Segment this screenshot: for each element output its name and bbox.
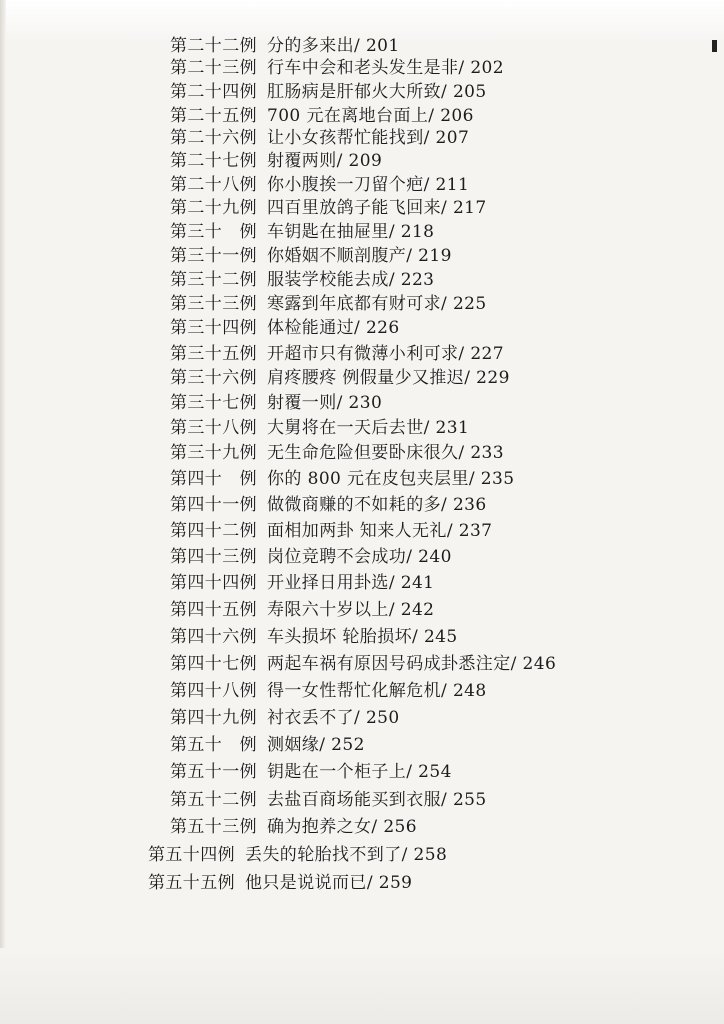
entry-title: 让小女孩帮忙能找到 (267, 128, 424, 148)
toc-entry (170, 600, 434, 620)
entry-title: 开业择日用卦选 (267, 573, 389, 593)
entry-page: 233 (470, 443, 504, 463)
entry-number: 第二十四例 (170, 82, 257, 102)
entry-page: 242 (400, 600, 435, 620)
toc-entry (170, 128, 469, 148)
entry-number: 第五十五例 (148, 873, 235, 893)
toc-entry (170, 318, 400, 338)
entry-number: 第三十七例 (170, 393, 257, 413)
toc-entry (170, 573, 434, 593)
entry-title: 测姻缘 (267, 735, 320, 755)
entry-number: 第三十四例 (170, 318, 257, 338)
entry-title: 行车中会和老头发生是非 (267, 58, 459, 78)
entry-separator: / (458, 443, 471, 463)
entry-number: 第三十六例 (170, 368, 257, 388)
toc-entry (170, 58, 504, 78)
toc-entry (170, 547, 452, 567)
toc-entry (170, 175, 469, 195)
entry-number: 第三十九例 (170, 443, 257, 463)
entry-separator: / (388, 270, 401, 290)
entry-separator: / (441, 681, 453, 701)
toc-entry (170, 82, 487, 102)
entry-title: 大舅将在一天后去世 (267, 418, 424, 438)
entry-separator: / (354, 708, 366, 728)
entry-page: 218 (400, 222, 435, 242)
entry-page: 231 (435, 418, 470, 438)
entry-number: 第四十八例 (170, 681, 257, 701)
entry-title: 车头损坏 轮胎损坏 (267, 627, 413, 647)
entry-page: 236 (452, 495, 487, 515)
entry-separator: / (441, 495, 453, 515)
entry-number: 第二十七例 (170, 151, 257, 171)
entry-separator: / (388, 573, 401, 593)
entry-page: 205 (452, 82, 487, 102)
entry-page: 211 (435, 175, 470, 195)
entry-separator: / (371, 817, 384, 837)
entry-page: 202 (470, 58, 504, 78)
entry-page: 225 (452, 294, 487, 314)
toc-entry (170, 151, 382, 171)
entry-page: 206 (440, 106, 474, 126)
entry-separator: / (319, 735, 332, 755)
entry-separator: / (388, 222, 401, 242)
entry-page: 245 (423, 627, 458, 647)
entry-number: 第三十五例 (170, 344, 257, 364)
entry-page: 250 (365, 708, 400, 728)
entry-separator: / (406, 762, 419, 782)
entry-number: 第四十七例 (170, 654, 257, 674)
toc-entry (170, 469, 514, 489)
entry-separator: / (428, 106, 441, 126)
entry-number: 第四十六例 (170, 627, 257, 647)
entry-separator: / (366, 873, 379, 893)
entry-page: 207 (435, 128, 470, 148)
toc-entry (170, 708, 400, 728)
entry-page: 209 (348, 151, 383, 171)
entry-title: 确为抱养之女 (267, 817, 372, 837)
entry-title: 去盐百商场能买到衣服 (267, 790, 441, 810)
toc-entry (170, 198, 487, 218)
entry-number: 第四十四例 (170, 573, 257, 593)
entry-title: 丢失的轮胎找不到了 (245, 845, 402, 865)
toc-entry (170, 270, 434, 290)
entry-separator: / (406, 547, 419, 567)
entry-number: 第四十三例 (170, 547, 257, 567)
entry-separator: / (423, 128, 436, 148)
entry-number: 第五十 例 (170, 735, 257, 755)
entry-title: 700 元在离地台面上 (267, 106, 429, 126)
entry-separator: / (441, 82, 453, 102)
entry-page: 252 (331, 735, 365, 755)
toc-entry (170, 817, 417, 837)
entry-separator: / (336, 151, 349, 171)
entry-page: 235 (480, 469, 515, 489)
entry-number: 第五十二例 (170, 790, 257, 810)
entry-page: 201 (365, 36, 400, 56)
entry-title: 寿限六十岁以上 (267, 600, 389, 620)
toc-entry (170, 762, 452, 782)
toc-entry (170, 521, 492, 541)
entry-page: 237 (458, 521, 493, 541)
toc-entry (170, 368, 510, 388)
entry-page: 256 (383, 817, 417, 837)
toc-entry (170, 681, 487, 701)
entry-page: 226 (365, 318, 400, 338)
scan-edge-mark (712, 40, 717, 52)
entry-title: 你婚姻不顺剖腹产 (267, 246, 407, 266)
entry-title: 无生命危险但要卧床很久 (267, 443, 459, 463)
entry-separator: / (441, 790, 453, 810)
entry-separator: / (406, 246, 419, 266)
entry-title: 射覆一则 (267, 393, 337, 413)
entry-separator: / (464, 368, 477, 388)
toc-entry (170, 654, 556, 674)
toc-entry (170, 627, 458, 647)
entry-number: 第三十 例 (170, 222, 257, 242)
toc-entry (170, 495, 487, 515)
entry-number: 第四十二例 (170, 521, 257, 541)
toc-entry (170, 418, 469, 438)
entry-page: 259 (378, 873, 413, 893)
entry-number: 第二十九例 (170, 198, 257, 218)
entry-page: 219 (418, 246, 452, 266)
entry-number: 第五十三例 (170, 817, 257, 837)
toc-entry (148, 845, 447, 865)
entry-page: 217 (452, 198, 487, 218)
entry-title: 寒露到年底都有财可求 (267, 294, 441, 314)
entry-number: 第四十一例 (170, 495, 257, 515)
entry-page: 229 (476, 368, 510, 388)
entry-separator: / (388, 600, 401, 620)
entry-title: 两起车祸有原因号码成卦悉注定 (267, 654, 511, 674)
toc-entry (170, 246, 452, 266)
entry-separator: / (354, 318, 366, 338)
entry-title: 你小腹挨一刀留个疤 (267, 175, 424, 195)
entry-separator: / (401, 845, 414, 865)
toc-entry (170, 344, 504, 364)
entry-page: 223 (400, 270, 435, 290)
page-bottom-shadow (0, 948, 724, 1024)
entry-number: 第三十八例 (170, 418, 257, 438)
entry-title: 面相加两卦 知来人无礼 (267, 521, 447, 541)
entry-number: 第五十四例 (148, 845, 235, 865)
entry-number: 第二十八例 (170, 175, 257, 195)
entry-number: 第四十九例 (170, 708, 257, 728)
entry-title: 分的多来出 (267, 36, 354, 56)
entry-separator: / (441, 198, 453, 218)
entry-title: 钥匙在一个柜子上 (267, 762, 407, 782)
entry-separator: / (423, 175, 436, 195)
entry-title: 岗位竞聘不会成功 (267, 547, 407, 567)
entry-title: 开超市只有微薄小利可求 (267, 344, 459, 364)
page-left-edge (0, 0, 6, 1024)
entry-title: 做微商赚的不如耗的多 (267, 495, 441, 515)
entry-title: 射覆两则 (267, 151, 337, 171)
entry-page: 230 (348, 393, 383, 413)
toc-entry (170, 735, 365, 755)
entry-page: 240 (418, 547, 452, 567)
entry-separator: / (336, 393, 349, 413)
entry-page: 241 (400, 573, 435, 593)
entry-number: 第二十五例 (170, 106, 257, 126)
entry-separator: / (441, 294, 453, 314)
entry-page: 246 (522, 654, 557, 674)
entry-separator: / (458, 344, 471, 364)
toc-entry-partial (170, 36, 400, 56)
entry-number: 第三十三例 (170, 294, 257, 314)
entry-separator: / (412, 627, 424, 647)
entry-title: 肛肠病是肝郁火大所致 (267, 82, 441, 102)
toc-entry (170, 443, 504, 463)
entry-number: 第二十三例 (170, 58, 257, 78)
entry-title: 服装学校能去成 (267, 270, 389, 290)
entry-title: 得一女性帮忙化解危机 (267, 681, 441, 701)
entry-number: 第三十一例 (170, 246, 257, 266)
entry-title: 他只是说说而已 (245, 873, 367, 893)
toc-entry (170, 393, 382, 413)
entry-title: 四百里放鸽子能飞回来 (267, 198, 441, 218)
toc-entry (170, 222, 434, 242)
entry-number: 第三十二例 (170, 270, 257, 290)
entry-page: 248 (452, 681, 487, 701)
entry-separator: / (458, 58, 471, 78)
entry-separator: / (468, 469, 481, 489)
toc-entry (170, 294, 487, 314)
entry-title: 车钥匙在抽屉里 (267, 222, 389, 242)
toc-entry (170, 106, 474, 126)
entry-separator: / (423, 418, 436, 438)
entry-page: 255 (452, 790, 487, 810)
entry-title: 你的 800 元在皮包夹层里 (267, 469, 469, 489)
entry-separator: / (354, 36, 366, 56)
entry-number: 第二十六例 (170, 128, 257, 148)
toc-entry (148, 873, 412, 893)
entry-separator: / (446, 521, 459, 541)
entry-number: 第四十 例 (170, 469, 257, 489)
entry-title: 体检能通过 (267, 318, 354, 338)
entry-page: 254 (418, 762, 452, 782)
entry-separator: / (510, 654, 523, 674)
entry-title: 衬衣丢不了 (267, 708, 354, 728)
toc-entry (170, 790, 487, 810)
entry-number: 第五十一例 (170, 762, 257, 782)
entry-title: 肩疼腰疼 例假量少又推迟 (267, 368, 465, 388)
entry-number: 第二十二例 (170, 36, 257, 56)
entry-page: 227 (470, 344, 504, 364)
entry-page: 258 (413, 845, 448, 865)
entry-number: 第四十五例 (170, 600, 257, 620)
